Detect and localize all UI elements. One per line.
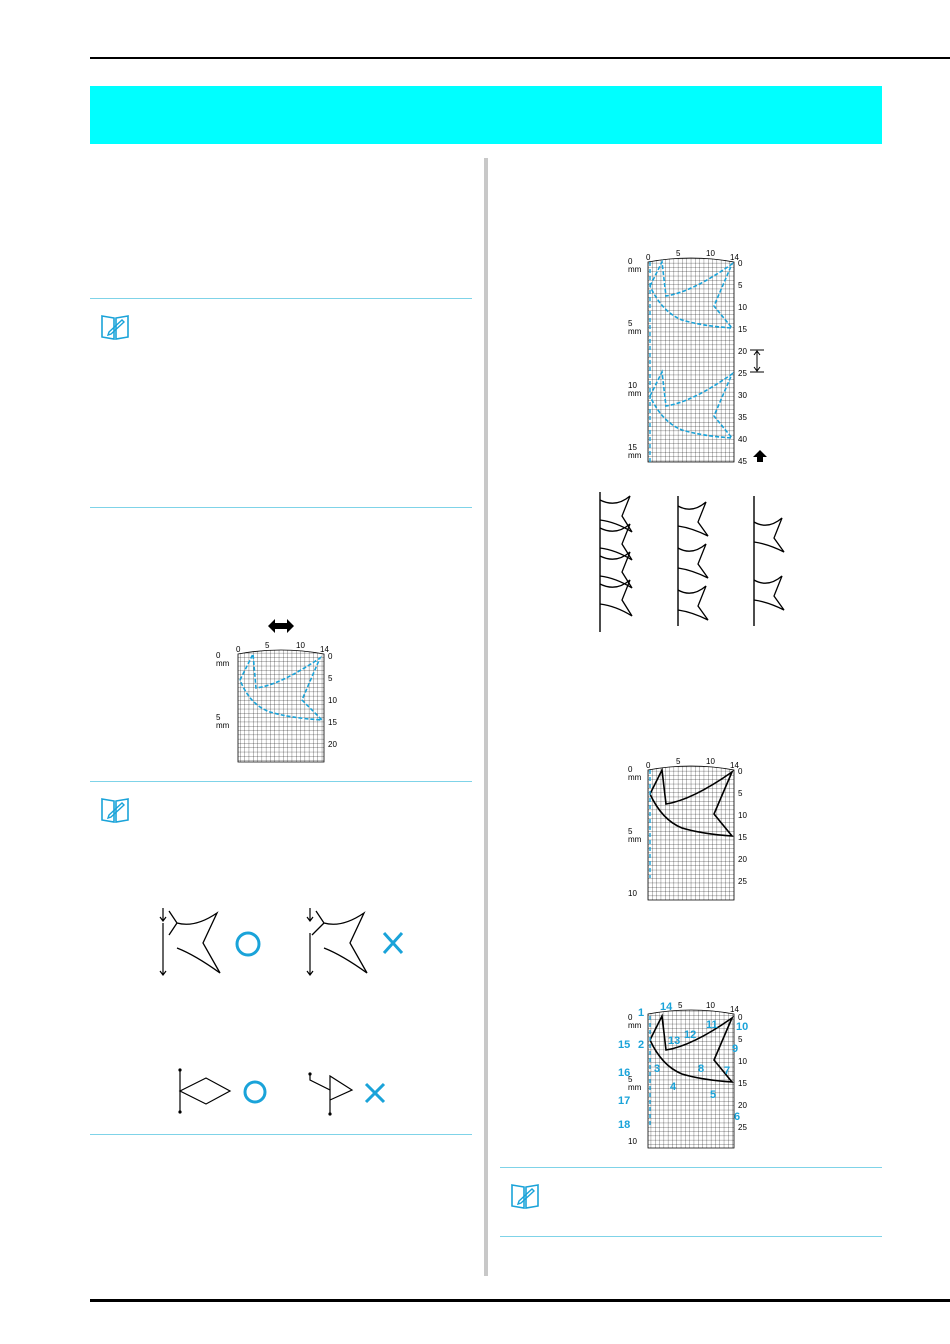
- svg-text:5: 5: [216, 713, 221, 722]
- memo-1-bottom-rule: [90, 507, 472, 508]
- closed-shape-example-wrong: [304, 1066, 394, 1116]
- svg-text:10: 10: [628, 381, 637, 390]
- svg-text:0: 0: [738, 259, 743, 268]
- svg-text:10: 10: [738, 303, 747, 312]
- grid-sheet-short: [210, 640, 350, 765]
- svg-text:15: 15: [628, 443, 637, 452]
- svg-text:mm: mm: [628, 835, 642, 844]
- double-arrow-horizontal-icon: [267, 618, 295, 634]
- memo-3-top-rule: [500, 1167, 882, 1168]
- svg-text:mm: mm: [628, 1021, 642, 1030]
- section-banner: [90, 86, 882, 144]
- svg-text:mm: mm: [216, 659, 230, 668]
- svg-text:0: 0: [628, 257, 633, 266]
- svg-text:5: 5: [628, 319, 633, 328]
- svg-text:0: 0: [216, 651, 221, 660]
- circle-correct-icon: [245, 1082, 265, 1102]
- memo-icon: [100, 312, 130, 342]
- svg-text:10: 10: [328, 696, 337, 705]
- header-rule: [90, 57, 950, 59]
- svg-text:5: 5: [628, 827, 633, 836]
- point-label-9: 9: [732, 1043, 739, 1055]
- svg-text:14: 14: [730, 1005, 739, 1014]
- svg-text:30: 30: [738, 391, 747, 400]
- svg-text:5: 5: [738, 1035, 743, 1044]
- svg-text:15: 15: [738, 1079, 747, 1088]
- top-scale-5: 5: [265, 641, 270, 650]
- top-scale-10: 10: [296, 641, 305, 650]
- svg-text:0: 0: [738, 1013, 743, 1022]
- grid-sheet-medium-outline: [622, 758, 782, 903]
- point-label-1: 1: [638, 1007, 645, 1019]
- footer-rule: [90, 1299, 950, 1302]
- point-label-13: 13: [668, 1035, 681, 1047]
- svg-text:10: 10: [628, 889, 637, 898]
- svg-text:mm: mm: [628, 451, 642, 460]
- spacing-example-medium: [674, 496, 719, 628]
- cross-wrong-icon: [366, 1084, 384, 1102]
- svg-text:20: 20: [738, 855, 747, 864]
- memo-icon: [100, 795, 130, 825]
- arrow-up-icon: [752, 449, 768, 463]
- point-label-8: 8: [698, 1063, 705, 1075]
- svg-text:20: 20: [328, 740, 337, 749]
- svg-text:mm: mm: [628, 1083, 642, 1092]
- svg-text:10: 10: [738, 1057, 747, 1066]
- svg-text:35: 35: [738, 413, 747, 422]
- svg-text:5: 5: [678, 1001, 683, 1010]
- svg-text:5: 5: [676, 250, 681, 258]
- point-label-11: 11: [706, 1019, 718, 1031]
- svg-text:5: 5: [738, 281, 743, 290]
- svg-text:15: 15: [328, 718, 337, 727]
- spacing-example-tight: [596, 492, 646, 634]
- cross-wrong-icon: [384, 933, 402, 953]
- svg-text:0: 0: [646, 253, 651, 262]
- svg-text:10: 10: [706, 1001, 715, 1010]
- top-scale-14: 14: [320, 645, 329, 654]
- point-label-6: 6: [734, 1111, 741, 1123]
- point-label-5: 5: [710, 1089, 717, 1101]
- svg-text:25: 25: [738, 877, 747, 886]
- stitch-path-example-correct: [155, 903, 275, 983]
- point-label-7: 7: [724, 1065, 731, 1077]
- point-label-15: 15: [618, 1039, 631, 1051]
- spacing-example-wide: [750, 496, 795, 628]
- closed-shape-example-correct: [172, 1066, 272, 1116]
- grid-sheet-long: [622, 250, 782, 465]
- point-label-10: 10: [736, 1021, 749, 1033]
- svg-text:5: 5: [676, 758, 681, 766]
- svg-text:10: 10: [628, 1137, 637, 1146]
- point-label-2: 2: [638, 1039, 645, 1051]
- svg-text:mm: mm: [628, 773, 642, 782]
- svg-text:5: 5: [738, 789, 743, 798]
- svg-text:25: 25: [738, 369, 747, 378]
- circle-correct-icon: [237, 933, 259, 955]
- svg-text:0: 0: [628, 765, 633, 774]
- memo-icon: [510, 1181, 540, 1211]
- svg-text:mm: mm: [628, 389, 642, 398]
- svg-text:10: 10: [706, 758, 715, 766]
- svg-text:20: 20: [738, 347, 747, 356]
- memo-3-bottom-rule: [500, 1236, 882, 1237]
- svg-text:5: 5: [628, 1075, 633, 1084]
- stitch-path-example-wrong: [302, 903, 412, 983]
- svg-text:5: 5: [328, 674, 333, 683]
- svg-text:mm: mm: [628, 327, 642, 336]
- point-label-16: 16: [618, 1067, 631, 1079]
- svg-text:25: 25: [738, 1123, 747, 1132]
- svg-text:20: 20: [738, 1101, 747, 1110]
- svg-text:0: 0: [646, 761, 651, 770]
- point-label-18: 18: [618, 1119, 631, 1131]
- svg-text:40: 40: [738, 435, 747, 444]
- memo-2-bottom-rule: [90, 1134, 472, 1135]
- svg-text:mm: mm: [628, 265, 642, 274]
- svg-text:0: 0: [628, 1013, 633, 1022]
- svg-text:14: 14: [730, 253, 739, 262]
- point-label-4: 4: [670, 1081, 677, 1093]
- svg-text:0: 0: [738, 767, 743, 776]
- point-label-14: 14: [660, 1001, 673, 1013]
- grid-sheet-numbered-points: [612, 998, 782, 1150]
- top-scale-0: 0: [236, 645, 241, 654]
- svg-text:14: 14: [730, 761, 739, 770]
- svg-text:10: 10: [738, 811, 747, 820]
- svg-text:0: 0: [328, 652, 333, 661]
- point-label-12: 12: [684, 1029, 697, 1041]
- svg-text:mm: mm: [216, 721, 230, 730]
- svg-text:15: 15: [738, 833, 747, 842]
- memo-2-top-rule: [90, 781, 472, 782]
- svg-text:15: 15: [738, 325, 747, 334]
- point-label-3: 3: [654, 1063, 661, 1075]
- column-divider: [484, 158, 488, 1276]
- point-label-17: 17: [618, 1095, 631, 1107]
- svg-text:45: 45: [738, 457, 747, 465]
- svg-text:10: 10: [706, 250, 715, 258]
- memo-1-top-rule: [90, 298, 472, 299]
